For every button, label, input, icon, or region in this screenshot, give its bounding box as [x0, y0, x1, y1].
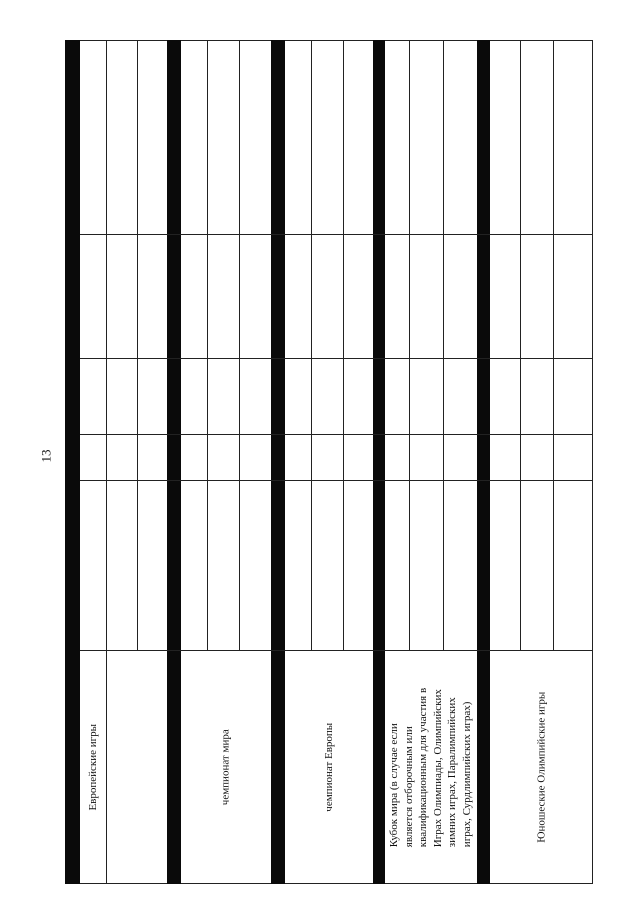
group-separator-bar — [477, 40, 490, 884]
row-divider — [311, 40, 312, 650]
competition-table — [65, 40, 593, 884]
row-divider — [137, 40, 138, 650]
group-label-world-championship: чемпионат мира — [219, 729, 232, 805]
group-separator-bar — [65, 40, 80, 884]
group-separator-bar — [271, 40, 285, 884]
row-divider — [409, 40, 410, 650]
row-divider — [520, 40, 521, 650]
row-divider — [343, 40, 344, 650]
page-number: 13 — [38, 449, 53, 463]
column-divider — [80, 480, 593, 481]
column-divider — [80, 234, 593, 235]
row-divider — [443, 40, 444, 650]
group-label-european-games: Европейские игры — [86, 723, 99, 811]
row-divider — [239, 40, 240, 650]
row-divider — [106, 40, 107, 884]
column-divider — [80, 650, 593, 651]
row-divider — [207, 40, 208, 650]
column-divider — [80, 434, 593, 435]
group-separator-bar — [373, 40, 385, 884]
group-label-world-cup: Кубок мира (в случае если является отборочным или квалификационным для участия в Играх Олимпиады, Олимпийских зимних играх, Паралимпийских играх, Сурдлимпийских играх) — [388, 687, 473, 847]
row-divider — [553, 40, 554, 650]
group-separator-bar — [167, 40, 181, 884]
group-label-youth-olympic-games: Юношеские Олимпийские игры — [535, 691, 548, 843]
group-label-european-championship: чемпионат Европы — [322, 722, 335, 812]
column-divider — [80, 358, 593, 359]
